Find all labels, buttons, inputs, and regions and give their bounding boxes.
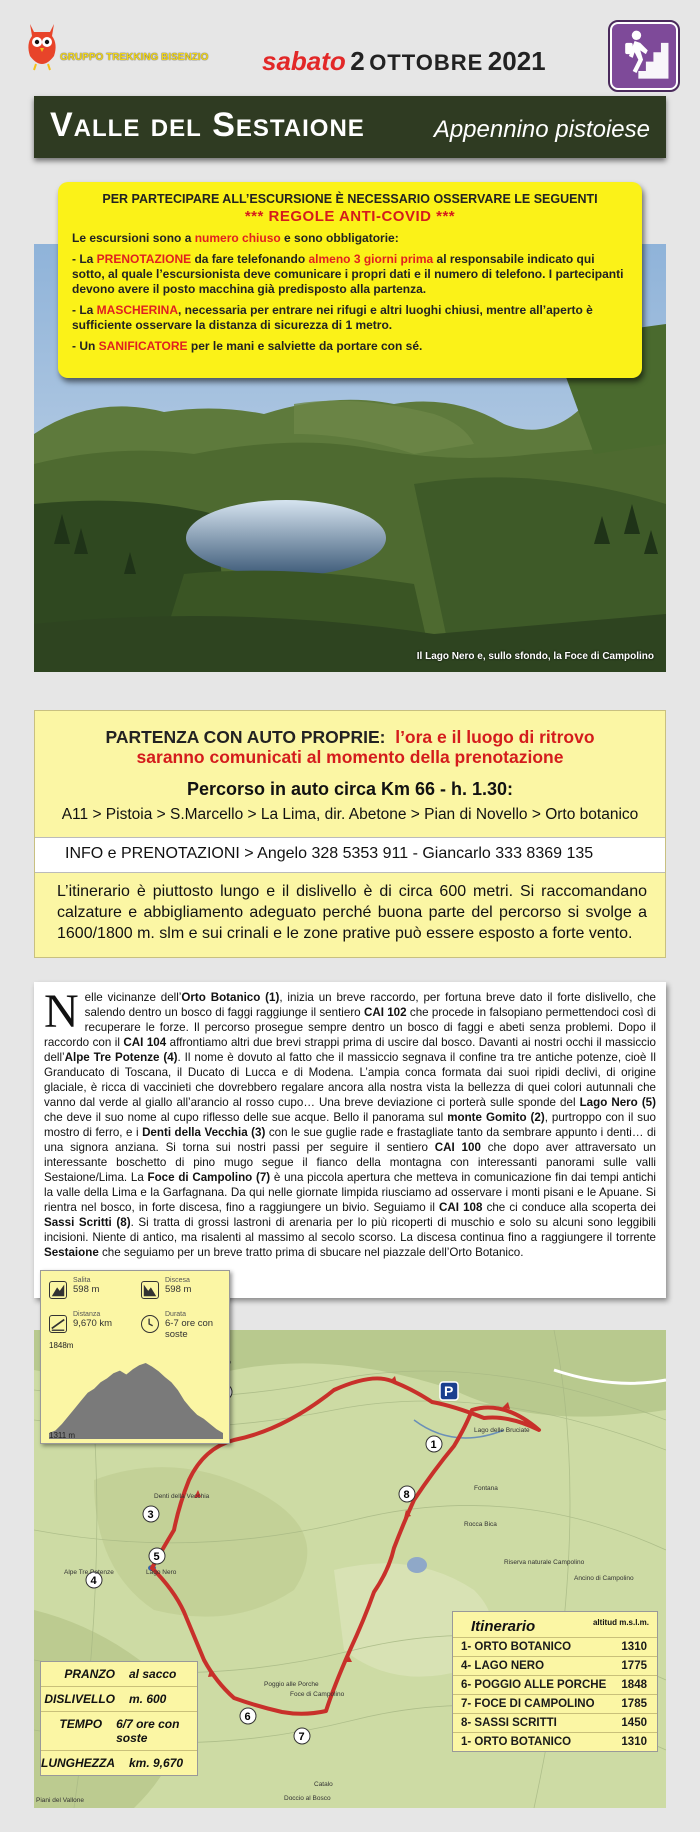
event-date: [262, 46, 602, 77]
hike-description: N elle vicinanze dell’Orto Botanico (1), inizia un breve raccordo, per fortuna breve dato il forte dislivello, che salendo dentro un bosco di faggi raggiunge il sentiero CAI 102 che procede in falsopiano permettendoci così di recuperare le forze. Il percorso prosegue sempre dentro un bosco di faggi e abeti senza problemi. Dopo il raccordo con il CAI 104 affrontiamo altri due brevi strappi prima di uscire dal bosco. Davanti ai nostri occhi il massiccio dell’Alpe Tre Potenze (4). Il nome è dovuto al fatto che il massiccio segnava il confine tra tre antiche potenze, cioè Il Granducato di Toscana, il Ducato di Lucca e di Modena. L’ampia conca formata dai suoi ripidi declivi, di origine glaciale, è ricca di vaccinieti che dovrebbero regalare ancora alla nostra vista la bellezza di quei colori autunnali che vanno dal verde al giallo all’arancio al rosso cupo… Una breve deviazione ci porterà sulle sponde del Lago Nero (5) che deve il suo nome al cupo riflesso delle sue acque. Bello il panorama sul monte Gomito (2), purtroppo con il suo mostro di ferro, e i Denti della Vecchia (3) con le sue guglie rade e frastagliate tanto da sembrare appunto i denti… di una signora anziana. Si torna sui nostri passi per seguire il sentiero CAI 100 che dopo aver attraversato un interessante boschetto di pino mugo segue il fianco della montagna con interessanti panorami sulle valli Sestaione/Lima. La Foce di Campolino (7) è una piccola apertura che metteva in comunicazione fin dai tempi antichi la valle della Lima e la Garfagnana. Da qui nelle giornate limpida riusciamo ad osservare i monti pisani e le Apuane. Si rientra nel bosco, in forte discesa, fino a raggiungere un bivio. Seguiamo il CAI 108 che ci conduce alla scoperta dei Sassi Scritti (8). Si tratta di grossi lastroni di arenaria per lo più ricoperti di muschio e solo su alcuni sono leggibili incisioni. Niente di antico, ma risalenti al massimo al secolo scorso. La discesa continua fino a raggiungere il torrente Sestaione che seguiamo per un breve tratto prima di sbucare nel piazzale dell’Orto Botanico.: [34, 982, 666, 1298]
group-name: GRUPPO TREKKING BISENZIO: [60, 52, 209, 63]
min-altitude: 1311 m: [49, 1431, 76, 1440]
date-year: 2021: [487, 46, 546, 76]
route-directions: A11 > Pistoia > S.Marcello > La Lima, dir. Abetone > Pian di Novello > Orto botanico: [61, 806, 639, 823]
map-place-label: Piani del Vallone: [36, 1797, 84, 1804]
map-place-label: Catalo: [314, 1781, 333, 1788]
date-day: sabato: [262, 46, 346, 76]
itinerary-row: [453, 1656, 657, 1675]
fact-row: [41, 1750, 197, 1775]
svg-text:1: 1: [430, 1439, 437, 1451]
owl-mascot-icon: [22, 18, 62, 72]
ascent-label: Salita: [73, 1277, 91, 1284]
title-band: [34, 96, 666, 158]
map-place-label: Riserva naturale Campolino: [504, 1559, 585, 1566]
fact-row: [41, 1662, 197, 1686]
map-place-label: Foce di Campolino: [290, 1691, 345, 1698]
elevation-profile: [49, 1351, 223, 1439]
svg-text:7: 7: [298, 1731, 305, 1743]
svg-text:4: 4: [90, 1575, 97, 1587]
waypoint-marker: [399, 1486, 415, 1502]
date-num: 2: [350, 46, 365, 76]
itinerary-title: Itinerario: [471, 1618, 536, 1635]
booking-contacts: INFO e PRENOTAZIONI > Angelo 328 5353 911 - Giancarlo 333 8369 135: [35, 837, 665, 873]
ascent-value: 598 m: [73, 1284, 100, 1295]
route-title: Percorso in auto circa Km 66 - h. 1.30:: [186, 779, 514, 799]
svg-text:3: 3: [147, 1509, 154, 1521]
itinerary-row: [453, 1732, 657, 1751]
parking-marker: P: [444, 1383, 454, 1399]
fact-value: al sacco: [129, 1667, 177, 1681]
itinerary-table: [452, 1611, 658, 1752]
svg-text:6: 6: [244, 1711, 251, 1723]
distance-label: Distanza: [73, 1311, 101, 1318]
map-place-label: Fontana: [474, 1485, 498, 1492]
fact-key: DISLIVELLO: [44, 1692, 115, 1706]
fact-key: PRANZO: [64, 1667, 115, 1681]
waypoint-marker: [149, 1548, 165, 1564]
fact-value: 6/7 ore con soste: [116, 1717, 180, 1745]
itinerary-row: [453, 1637, 657, 1656]
itinerary-altitude: 1785: [621, 1698, 647, 1710]
profile-area: [49, 1363, 223, 1439]
itinerary-altitude: 1310: [621, 1736, 647, 1748]
waypoint-marker: [240, 1708, 256, 1724]
map-place-label: Rocca Bica: [464, 1521, 497, 1528]
svg-text:5: 5: [153, 1551, 160, 1563]
date-month: OTTOBRE: [369, 50, 484, 75]
fact-row: [41, 1686, 197, 1711]
clock-icon: [141, 1315, 159, 1333]
descent-icon: [141, 1281, 159, 1299]
departure-info-box: [34, 710, 666, 958]
map-place-label: Doccio al Bosco: [284, 1795, 331, 1802]
covid-rule-mask: - La MASCHERINA, necessaria per entrare nei rifugi e altri luoghi chiusi, mentre all’aperto è sufficiente osservare la distanza di sicurezza di 1 metro.: [72, 303, 593, 332]
fact-value: km. 9,670: [129, 1756, 184, 1770]
fact-row: [41, 1711, 197, 1750]
covid-rule-sanitizer: - Un SANIFICATORE per le mani e salviette da portare con sé.: [72, 339, 423, 353]
itinerary-stop: 8- SASSI SCRITTI: [461, 1717, 557, 1729]
duration-label: Durata: [165, 1311, 187, 1318]
fact-value: m. 600: [129, 1692, 167, 1706]
covid-intro: Le escursioni sono a numero chiuso e sono obbligatorie:: [72, 231, 399, 245]
ascent-icon: [49, 1281, 67, 1299]
fact-key: LUNGHEZZA: [41, 1756, 115, 1770]
page-subtitle: Appennino pistoiese: [433, 116, 650, 143]
waypoint-marker: [294, 1728, 310, 1744]
itinerary-altitude: 1310: [621, 1641, 647, 1653]
map-place-label: Lago Nero: [146, 1569, 177, 1576]
covid-rule-booking: - La PRENOTAZIONE da fare telefonando almeno 3 giorni prima al responsabile indicato qui sotto, al quale l’escursionista deve comunicare i propri dati e il numero di telefono. I partecipanti devono avere il posto macchina già predisposto alla partenza.: [72, 252, 624, 296]
departure-notice: PARTENZA CON AUTO PROPRIE: l’ora e il luogo di ritrovo saranno comunicati al momento della prenotazione: [105, 727, 595, 767]
fact-key: TEMPO: [59, 1717, 103, 1731]
map-place-label: Denti della Vecchia: [154, 1493, 210, 1500]
itinerary-stop: 4- LAGO NERO: [461, 1660, 545, 1672]
itinerary-altitude: 1775: [621, 1660, 647, 1672]
itinerary-row: [453, 1713, 657, 1732]
duration-value: 6-7 ore con soste: [165, 1318, 214, 1340]
stats-card: [40, 1270, 230, 1444]
map-place-label: Poggio alle Porche: [264, 1681, 319, 1688]
covid-rules-title: *** REGOLE ANTI-COVID ***: [244, 208, 456, 225]
covid-rules-box: [58, 182, 642, 378]
itinerary-stop: 1- ORTO BOTANICO: [461, 1641, 572, 1653]
distance-value: 9,670 km: [73, 1318, 113, 1329]
itinerary-stop: 1- ORTO BOTANICO: [461, 1736, 572, 1748]
drop-cap: N: [44, 985, 79, 1038]
covid-heading: PER PARTECIPARE ALL’ESCURSIONE È NECESSARIO OSSERVARE LE SEGUENTI: [102, 192, 598, 206]
itinerary-stop: 7- FOCE DI CAMPOLINO: [461, 1698, 595, 1710]
max-altitude: 1848m: [49, 1341, 74, 1350]
descent-value: 598 m: [165, 1284, 192, 1295]
map-place-label: Alpe Tre Potenze: [64, 1569, 114, 1576]
waypoint-marker: [143, 1506, 159, 1522]
map-place-label: Lago delle Bruciate: [474, 1427, 530, 1434]
group-logo: [18, 16, 209, 76]
waypoint-marker: [426, 1436, 442, 1452]
map-place-label: Ancino di Campolino: [574, 1575, 634, 1582]
altitude-header: altitud m.s.l.m.: [592, 1618, 649, 1627]
itinerary-row: [453, 1694, 657, 1713]
itinerary-stop: 6- POGGIO ALLE PORCHE: [461, 1679, 607, 1691]
itinerary-note: L’itinerario è piuttosto lungo e il dislivello è di circa 600 metri. Si raccomandano calzature e abbigliamento adeguato perché buona parte del percorso si svolge a 1600/1800 m. slm e sui crinali e le zone prative può essere esposto a forte vento.: [57, 883, 647, 942]
svg-text:8: 8: [403, 1489, 410, 1501]
hike-facts-table: [40, 1661, 198, 1776]
descent-label: Discesa: [165, 1277, 190, 1284]
distance-icon: [49, 1315, 67, 1333]
page-title: Valle del Sestaione: [50, 106, 365, 144]
photo-caption: Il Lago Nero e, sullo sfondo, la Foce di Campolino: [416, 651, 654, 662]
itinerary-altitude: 1450: [621, 1717, 647, 1729]
hiking-icon: [610, 22, 678, 90]
itinerary-altitude: 1848: [621, 1679, 647, 1691]
itinerary-row: [453, 1675, 657, 1694]
